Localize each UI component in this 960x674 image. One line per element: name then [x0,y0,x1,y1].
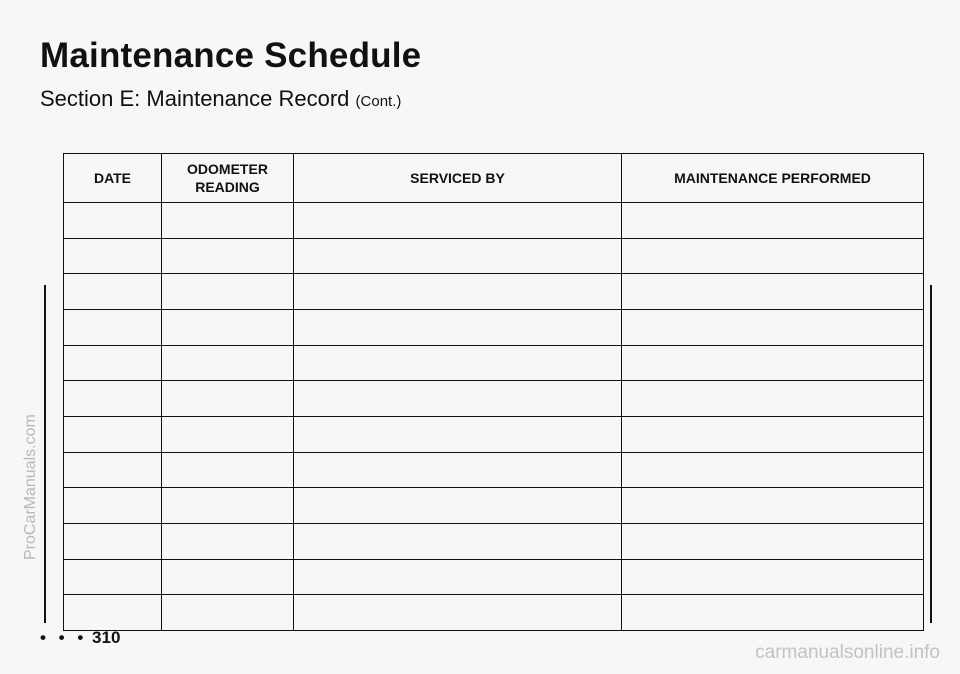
cell-odometer-reading[interactable] [162,238,294,274]
page-title: Maintenance Schedule [40,36,422,75]
cell-maintenance-performed[interactable] [622,452,924,488]
table-row [64,452,924,488]
cell-serviced-by[interactable] [294,203,622,239]
page-number [40,628,120,648]
maintenance-record-table [63,153,924,631]
column-header-odometer-reading [162,154,294,203]
table-row [64,203,924,239]
column-header-serviced-by: SERVICED BY [294,154,622,203]
cell-date[interactable] [64,452,162,488]
cell-odometer-reading[interactable] [162,381,294,417]
cell-odometer-reading[interactable] [162,488,294,524]
cell-odometer-reading[interactable] [162,345,294,381]
table-body [64,203,924,631]
cell-odometer-reading[interactable] [162,523,294,559]
cell-odometer-reading[interactable] [162,452,294,488]
cell-odometer-reading[interactable] [162,595,294,631]
cell-date[interactable] [64,559,162,595]
column-header-date: DATE [64,154,162,203]
cell-odometer-reading[interactable] [162,203,294,239]
cell-serviced-by[interactable] [294,381,622,417]
cell-serviced-by[interactable] [294,488,622,524]
cell-maintenance-performed[interactable] [622,416,924,452]
cell-date[interactable] [64,203,162,239]
cell-serviced-by[interactable] [294,309,622,345]
cell-date[interactable] [64,274,162,310]
cell-date[interactable] [64,381,162,417]
cell-odometer-reading[interactable] [162,274,294,310]
cell-serviced-by[interactable] [294,274,622,310]
cell-maintenance-performed[interactable] [622,488,924,524]
table-row [64,559,924,595]
cell-date[interactable] [64,345,162,381]
cell-odometer-reading[interactable] [162,416,294,452]
table-header-row [64,154,924,203]
table-row [64,416,924,452]
watermark-left: ProCarManuals.com [22,414,39,560]
cell-serviced-by[interactable] [294,595,622,631]
column-header-odometer-reading-text: ODOMETER READING [187,161,268,195]
table-row [64,523,924,559]
cell-maintenance-performed[interactable] [622,595,924,631]
cell-date[interactable] [64,595,162,631]
table-row [64,381,924,417]
table-row [64,274,924,310]
cell-maintenance-performed[interactable] [622,238,924,274]
table-row [64,238,924,274]
cell-serviced-by[interactable] [294,238,622,274]
section-title [40,86,401,112]
cell-date[interactable] [64,238,162,274]
table-row [64,309,924,345]
watermark-bottom: carmanualsonline.info [755,642,940,663]
cell-date[interactable] [64,416,162,452]
cell-odometer-reading[interactable] [162,309,294,345]
table-row [64,595,924,631]
cell-maintenance-performed[interactable] [622,559,924,595]
cell-serviced-by[interactable] [294,523,622,559]
cell-maintenance-performed[interactable] [622,523,924,559]
cell-maintenance-performed[interactable] [622,381,924,417]
cell-serviced-by[interactable] [294,452,622,488]
page-number-leader: • • • [40,628,88,647]
page-number-value: 310 [92,628,121,647]
cell-maintenance-performed[interactable] [622,345,924,381]
left-margin-line [44,285,46,623]
cell-maintenance-performed[interactable] [622,309,924,345]
cell-odometer-reading[interactable] [162,559,294,595]
cell-maintenance-performed[interactable] [622,203,924,239]
table-row [64,345,924,381]
cell-maintenance-performed[interactable] [622,274,924,310]
right-margin-line [930,285,932,623]
section-title-text: Section E: Maintenance Record [40,86,350,111]
cell-serviced-by[interactable] [294,416,622,452]
cell-date[interactable] [64,309,162,345]
cell-serviced-by[interactable] [294,559,622,595]
table-row [64,488,924,524]
cell-date[interactable] [64,523,162,559]
section-title-suffix: (Cont.) [355,93,402,110]
column-header-maintenance-performed: MAINTENANCE PERFORMED [622,154,924,203]
cell-date[interactable] [64,488,162,524]
cell-serviced-by[interactable] [294,345,622,381]
